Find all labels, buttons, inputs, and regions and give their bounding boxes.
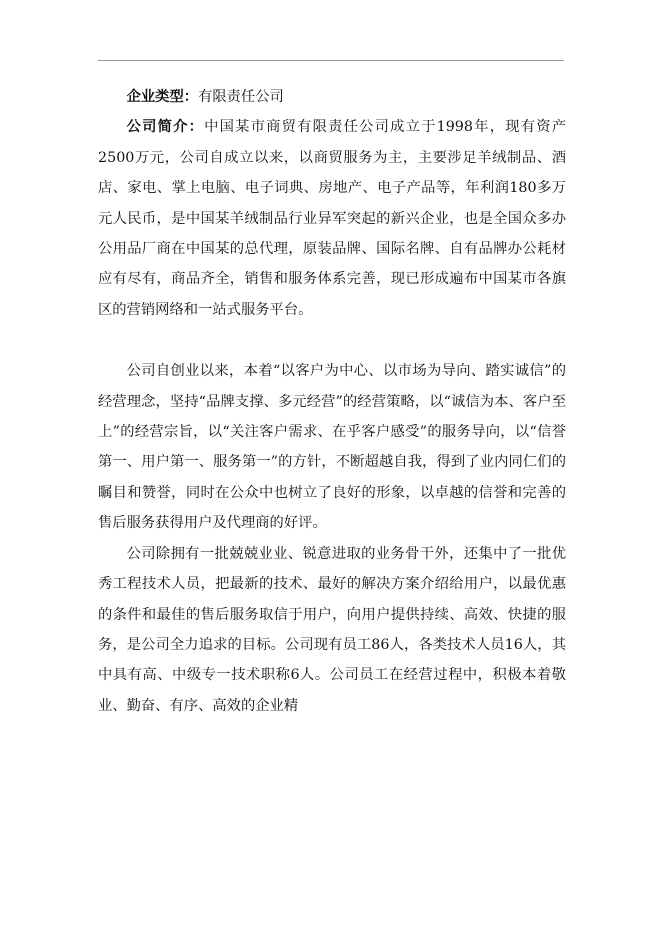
company-intro-label: 公司简介： [126, 119, 205, 136]
document-body [98, 82, 566, 721]
company-type-line [98, 82, 566, 112]
philosophy-paragraph: 公司自创业以来，本着“以客户为中心、以市场为导向、踏实诚信”的经营理念，坚持“品牌支撑、多元经营”的经营策略，以“诚信为本、客户至上”的经营宗旨，以“关注客户需求、在乎客户感受”的服务导向，以“信誉第一、用户第一、服务第一”的方针，不断超越自我，得到了业内同仁们的瞩目和赞誉，同时在公众中也树立了良好的形象，以卓越的信誉和完善的售后服务获得用户及代理商的好评。 [98, 363, 566, 532]
staff-paragraph: 公司除拥有一批兢兢业业、锐意进取的业务骨干外，还集中了一批优秀工程技术人员，把最新的技术、最好的解决方案介绍给用户，以最优惠的条件和最佳的售后服务取信于用户，向用户提供持续、高效、快捷的服务，是公司全力追求的目标。公司现有员工86人，各类技术人员16人，其中具有高、中级专一技术职称6人。公司员工在经营过程中，积极本着敬业、勤奋、有序、高效的企业精 [98, 545, 566, 714]
company-type-label: 企业类型： [126, 89, 199, 105]
header-rule [98, 60, 564, 61]
company-intro-text: 中国某市商贸有限责任公司成立于1998年，现有资产2500万元，公司自成立以来，以商贸服务为主，主要涉足羊绒制品、酒店、家电、掌上电脑、电子词典、房地产、电子产品等，年利润180多万元人民币，是中国某羊绒制品行业异军突起的新兴企业，也是全国众多办公用品厂商在中国某的总代理，原装品牌、国际名牌、自有品牌办公耗材应有尽有，商品齐全，销售和服务体系完善，现已形成遍布中国某市各旗区的营销网络和一站式服务平台。 [98, 119, 567, 318]
company-intro-paragraph [98, 112, 566, 325]
company-type-value: 有限责任公司 [198, 89, 284, 105]
